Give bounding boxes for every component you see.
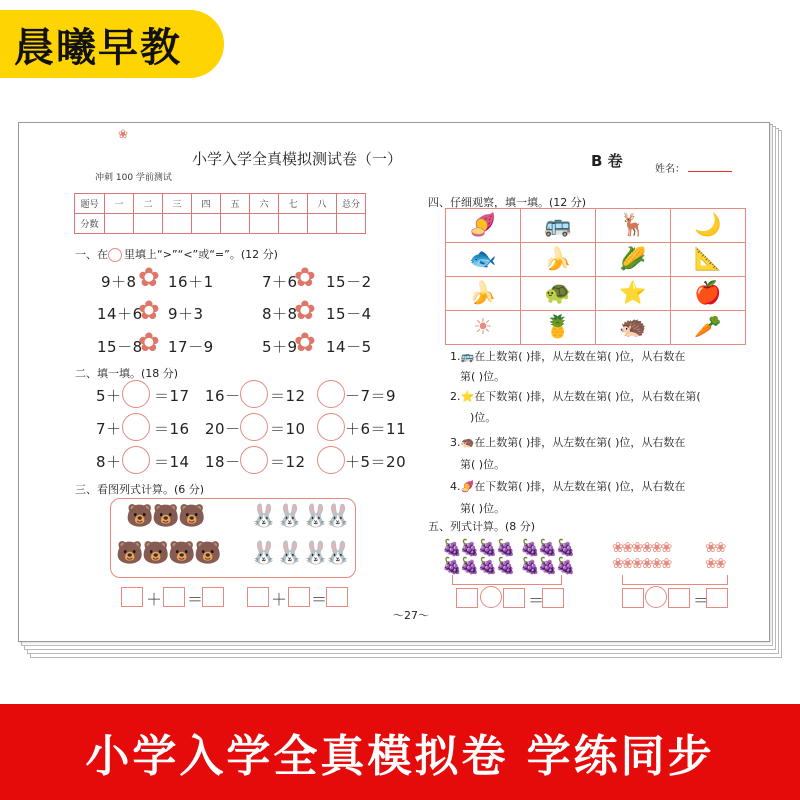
question-2 bbox=[450, 388, 701, 404]
sweet-potato-icon: 🍠 bbox=[460, 480, 475, 493]
equals-sign: ＝ bbox=[311, 590, 328, 609]
flower-icon: ❀ bbox=[621, 556, 632, 572]
flower-icon: ❀ bbox=[705, 540, 715, 556]
grid-cell: 🍎 bbox=[671, 277, 746, 311]
flower-icon: ❀ bbox=[621, 540, 632, 556]
name-field[interactable] bbox=[688, 171, 732, 172]
answer-box[interactable] bbox=[247, 587, 269, 607]
grape-group bbox=[442, 556, 514, 575]
grid-cell: 🦌 bbox=[596, 209, 671, 243]
answer-box[interactable] bbox=[163, 587, 185, 607]
flower-group bbox=[612, 540, 670, 556]
bear-icon: 🐻 bbox=[194, 541, 222, 566]
compare-right: 16＋1 bbox=[168, 273, 214, 291]
flower-icon: ❀ bbox=[660, 540, 671, 556]
question-text: 在下数第( )排，从左数在第( )位，从右数在 bbox=[474, 480, 686, 493]
answer-box[interactable] bbox=[202, 587, 224, 607]
grape-group bbox=[520, 556, 574, 575]
rabbit-icon: 🐰 bbox=[302, 541, 330, 566]
compare-right: 17－9 bbox=[168, 338, 214, 356]
answer-box[interactable] bbox=[121, 587, 143, 607]
score-input-cell[interactable] bbox=[221, 214, 250, 234]
bear-icon: 🐻 bbox=[116, 541, 144, 566]
fill-blank-circle[interactable] bbox=[240, 446, 268, 474]
flower-icon: ❀ bbox=[631, 540, 642, 556]
table-row bbox=[446, 277, 746, 311]
question-4 bbox=[450, 478, 685, 494]
rabbit-icon: 🐰 bbox=[302, 504, 330, 529]
flower-answer-slot[interactable]: ✿ bbox=[294, 328, 316, 358]
fill-expr: 8＋ bbox=[96, 453, 122, 471]
compare-left: 8＋8 bbox=[262, 305, 298, 323]
promo-banner: 小学入学全真模拟卷 学练同步 bbox=[0, 704, 800, 800]
brand-tag: 晨曦早教 bbox=[0, 10, 224, 78]
grape-icon: 🍇 bbox=[459, 538, 478, 557]
compare-right: 15－4 bbox=[326, 305, 372, 323]
answer-box[interactable] bbox=[542, 588, 564, 608]
bus-icon: 🚌 bbox=[460, 350, 475, 363]
fill-blank-circle[interactable] bbox=[240, 380, 268, 408]
compare-right: 14－5 bbox=[326, 338, 372, 356]
table-cell: 题号 bbox=[75, 194, 105, 214]
score-input-cell[interactable] bbox=[250, 214, 279, 234]
answer-box[interactable] bbox=[326, 587, 348, 607]
grape-icon: 🍇 bbox=[555, 538, 574, 557]
grid-cell: 🦔 bbox=[596, 311, 671, 345]
equals-sign: ＝ bbox=[187, 590, 204, 609]
fill-blank-circle[interactable] bbox=[122, 446, 150, 474]
flower-icon: ❀ bbox=[660, 556, 671, 572]
table-cell: 二 bbox=[134, 194, 163, 214]
grape-icon: 🍇 bbox=[555, 556, 574, 575]
compare-right: 9＋3 bbox=[168, 305, 204, 323]
score-input-cell[interactable] bbox=[192, 214, 221, 234]
fill-expr: 7＋ bbox=[96, 420, 122, 438]
rabbit-icon: 🐰 bbox=[324, 504, 352, 529]
name-label: 姓名： bbox=[655, 164, 685, 175]
answer-box[interactable] bbox=[503, 588, 525, 608]
grid-cell: ⭐ bbox=[596, 277, 671, 311]
question-number: 1. bbox=[450, 350, 461, 363]
circle-icon bbox=[108, 248, 122, 262]
grape-icon: 🍇 bbox=[495, 538, 514, 557]
grid-cell: 🌽 bbox=[596, 243, 671, 277]
section-3-title: 三、看图列式计算。(6 分) bbox=[75, 483, 205, 496]
grape-icon: 🍇 bbox=[495, 556, 514, 575]
fill-expr: ＝16 bbox=[154, 420, 190, 438]
flower-answer-slot[interactable]: ✿ bbox=[138, 328, 160, 358]
flower-icon: ❀ bbox=[650, 540, 661, 556]
flower-icon: ❀ bbox=[714, 556, 725, 572]
question-2-cont: )位。 bbox=[470, 411, 497, 424]
plus-sign: ＋ bbox=[146, 590, 163, 609]
grape-icon: 🍇 bbox=[442, 538, 460, 557]
flower-icon: ❀ bbox=[641, 540, 651, 556]
score-input-cell[interactable] bbox=[308, 214, 337, 234]
question-number: 3. bbox=[450, 436, 461, 449]
fill-expr: ＋5＝20 bbox=[345, 453, 407, 471]
grid-cell: 🐟 bbox=[446, 243, 521, 277]
flower-answer-slot[interactable]: ✿ bbox=[138, 296, 160, 326]
table-cell: 分数 bbox=[75, 214, 105, 234]
question-number: 2. bbox=[450, 390, 461, 403]
flower-icon: ❀ bbox=[650, 556, 661, 572]
compare-right: 15－2 bbox=[326, 273, 372, 291]
question-1 bbox=[450, 348, 685, 364]
section-5-title: 五、列式计算。(8 分) bbox=[428, 520, 536, 533]
fill-blank-circle[interactable] bbox=[317, 413, 345, 441]
flower-answer-slot[interactable]: ✿ bbox=[294, 263, 316, 293]
grid-cell: 🍍 bbox=[521, 311, 596, 345]
table-cell: 四 bbox=[192, 194, 221, 214]
score-input-cell[interactable] bbox=[337, 214, 366, 234]
section-2-title: 二、填一填。(18 分) bbox=[75, 367, 179, 380]
picture-grid bbox=[445, 208, 746, 345]
grid-cell: ☀ bbox=[446, 311, 521, 345]
score-input-cell[interactable] bbox=[134, 214, 163, 234]
rabbit-icon: 🐰 bbox=[276, 504, 304, 529]
operator-circle[interactable] bbox=[480, 586, 502, 608]
operator-circle[interactable] bbox=[645, 586, 667, 608]
table-cell: 六 bbox=[250, 194, 279, 214]
question-4-cont: 第( )位。 bbox=[460, 502, 506, 515]
bear-icon: 🐻 bbox=[152, 504, 180, 529]
flower-icon: ❀ bbox=[641, 556, 651, 572]
question-1-cont: 第( )位。 bbox=[460, 370, 506, 383]
section-4-title: 四、仔细观察，填一填。(12 分) bbox=[428, 196, 587, 209]
compare-left: 9＋8 bbox=[101, 273, 137, 291]
grape-icon: 🍇 bbox=[520, 556, 538, 575]
question-text: 在下数第( )排，从左数在第( )位，从右数在第( bbox=[474, 390, 701, 403]
brace bbox=[622, 575, 728, 585]
flower-group bbox=[705, 540, 724, 556]
table-cell: 七 bbox=[279, 194, 308, 214]
rabbit-icon: 🐰 bbox=[276, 541, 304, 566]
table-row bbox=[446, 209, 746, 243]
grape-icon: 🍇 bbox=[537, 556, 556, 575]
page-number: ～27～ bbox=[393, 609, 429, 622]
fill-expr: 16－ bbox=[205, 387, 241, 405]
paper-version: B 卷 bbox=[591, 152, 623, 170]
score-input-cell[interactable] bbox=[279, 214, 308, 234]
compare-left: 5＋9 bbox=[262, 338, 298, 356]
brace bbox=[452, 575, 562, 585]
grape-icon: 🍇 bbox=[477, 538, 496, 557]
flower-group bbox=[612, 556, 670, 572]
grid-cell: 🍠 bbox=[446, 209, 521, 243]
grape-icon: 🍇 bbox=[477, 556, 496, 575]
decoration-icon: ❀ bbox=[118, 127, 129, 141]
grid-cell: 🐢 bbox=[521, 277, 596, 311]
score-input-cell[interactable] bbox=[163, 214, 192, 234]
equals-sign: ＝ bbox=[693, 591, 710, 610]
grape-group bbox=[520, 538, 574, 557]
flower-icon: ❀ bbox=[705, 556, 715, 572]
fill-expr: ＋6＝11 bbox=[345, 420, 407, 438]
fill-expr: ＝12 bbox=[270, 387, 306, 405]
bear-icon: 🐻 bbox=[142, 541, 170, 566]
grape-icon: 🍇 bbox=[442, 556, 460, 575]
question-text: 在上数第( )排，从左数在第( )位，从右数在 bbox=[474, 350, 686, 363]
fill-blank-circle[interactable] bbox=[317, 380, 345, 408]
answer-box[interactable] bbox=[622, 588, 644, 608]
fill-expr: －7＝9 bbox=[345, 387, 397, 405]
fill-blank-circle[interactable] bbox=[317, 446, 345, 474]
flower-answer-slot[interactable]: ✿ bbox=[138, 263, 160, 293]
flower-icon: ❀ bbox=[631, 556, 642, 572]
fill-blank-circle[interactable] bbox=[240, 413, 268, 441]
plus-sign: ＋ bbox=[271, 590, 288, 609]
answer-box[interactable] bbox=[668, 588, 690, 608]
rabbit-icon: 🐰 bbox=[250, 541, 278, 566]
table-row bbox=[446, 311, 746, 345]
compare-left: 15－8 bbox=[97, 338, 143, 356]
grid-cell: 🚌 bbox=[521, 209, 596, 243]
compare-left: 14＋6 bbox=[97, 305, 143, 323]
flower-icon: ❀ bbox=[612, 556, 622, 572]
table-cell: 一 bbox=[105, 194, 134, 214]
fill-expr: ＝17 bbox=[154, 387, 190, 405]
bear-icon: 🐻 bbox=[168, 541, 196, 566]
flower-group bbox=[705, 556, 724, 572]
equals-sign: ＝ bbox=[528, 591, 545, 610]
answer-box[interactable] bbox=[288, 587, 310, 607]
rabbit-icon: 🐰 bbox=[324, 541, 352, 566]
question-number: 4. bbox=[450, 480, 461, 493]
flower-icon: ❀ bbox=[612, 540, 622, 556]
table-cell: 八 bbox=[308, 194, 337, 214]
grape-group bbox=[442, 538, 514, 557]
table-cell: 五 bbox=[221, 194, 250, 214]
grid-cell: 🥕 bbox=[671, 311, 746, 345]
question-text: 在上数第( )排，从左数在第( )位，从右数在 bbox=[474, 436, 686, 449]
table-row bbox=[75, 194, 366, 214]
fill-expr: ＝12 bbox=[270, 453, 306, 471]
question-3-cont: 第( )位。 bbox=[460, 458, 506, 471]
fill-blank-circle[interactable] bbox=[122, 380, 150, 408]
flower-answer-slot[interactable]: ✿ bbox=[294, 296, 316, 326]
fill-blank-circle[interactable] bbox=[122, 413, 150, 441]
flower-icon: ❀ bbox=[714, 540, 725, 556]
grape-icon: 🍇 bbox=[520, 538, 538, 557]
table-row bbox=[75, 214, 366, 234]
fill-expr: ＝14 bbox=[154, 453, 190, 471]
rabbit-icon: 🐰 bbox=[250, 504, 278, 529]
fill-expr: ＝10 bbox=[270, 420, 306, 438]
score-input-cell[interactable] bbox=[105, 214, 134, 234]
table-cell: 总分 bbox=[337, 194, 366, 214]
grid-cell: 🍌 bbox=[446, 277, 521, 311]
section-1-title-part: 一、在 bbox=[75, 248, 108, 261]
star-icon: ⭐ bbox=[460, 390, 475, 403]
compare-left: 7＋6 bbox=[262, 273, 298, 291]
grid-cell: 📐 bbox=[671, 243, 746, 277]
fill-expr: 5＋ bbox=[96, 387, 122, 405]
hedgehog-icon: 🦔 bbox=[460, 436, 475, 449]
grid-cell: 🌙 bbox=[671, 209, 746, 243]
score-table bbox=[74, 193, 366, 234]
exam-subtitle: 冲刺 100 学前测试 bbox=[95, 173, 172, 183]
fill-expr: 18－ bbox=[205, 453, 241, 471]
section-1-title bbox=[75, 246, 278, 262]
answer-box[interactable] bbox=[706, 588, 728, 608]
grape-icon: 🍇 bbox=[537, 538, 556, 557]
grape-icon: 🍇 bbox=[459, 556, 478, 575]
section-1-title-part: 里填上“>”“<”或“=”。(12 分) bbox=[124, 248, 278, 261]
exam-title: 小学入学全真模拟测试卷（一） bbox=[192, 150, 403, 168]
grid-cell: 🍌 bbox=[521, 243, 596, 277]
bear-icon: 🐻 bbox=[126, 504, 154, 529]
bear-icon: 🐻 bbox=[178, 504, 206, 529]
table-cell: 三 bbox=[163, 194, 192, 214]
answer-box[interactable] bbox=[456, 588, 478, 608]
fill-expr: 20－ bbox=[205, 420, 241, 438]
question-3 bbox=[450, 434, 685, 450]
table-row bbox=[446, 243, 746, 277]
